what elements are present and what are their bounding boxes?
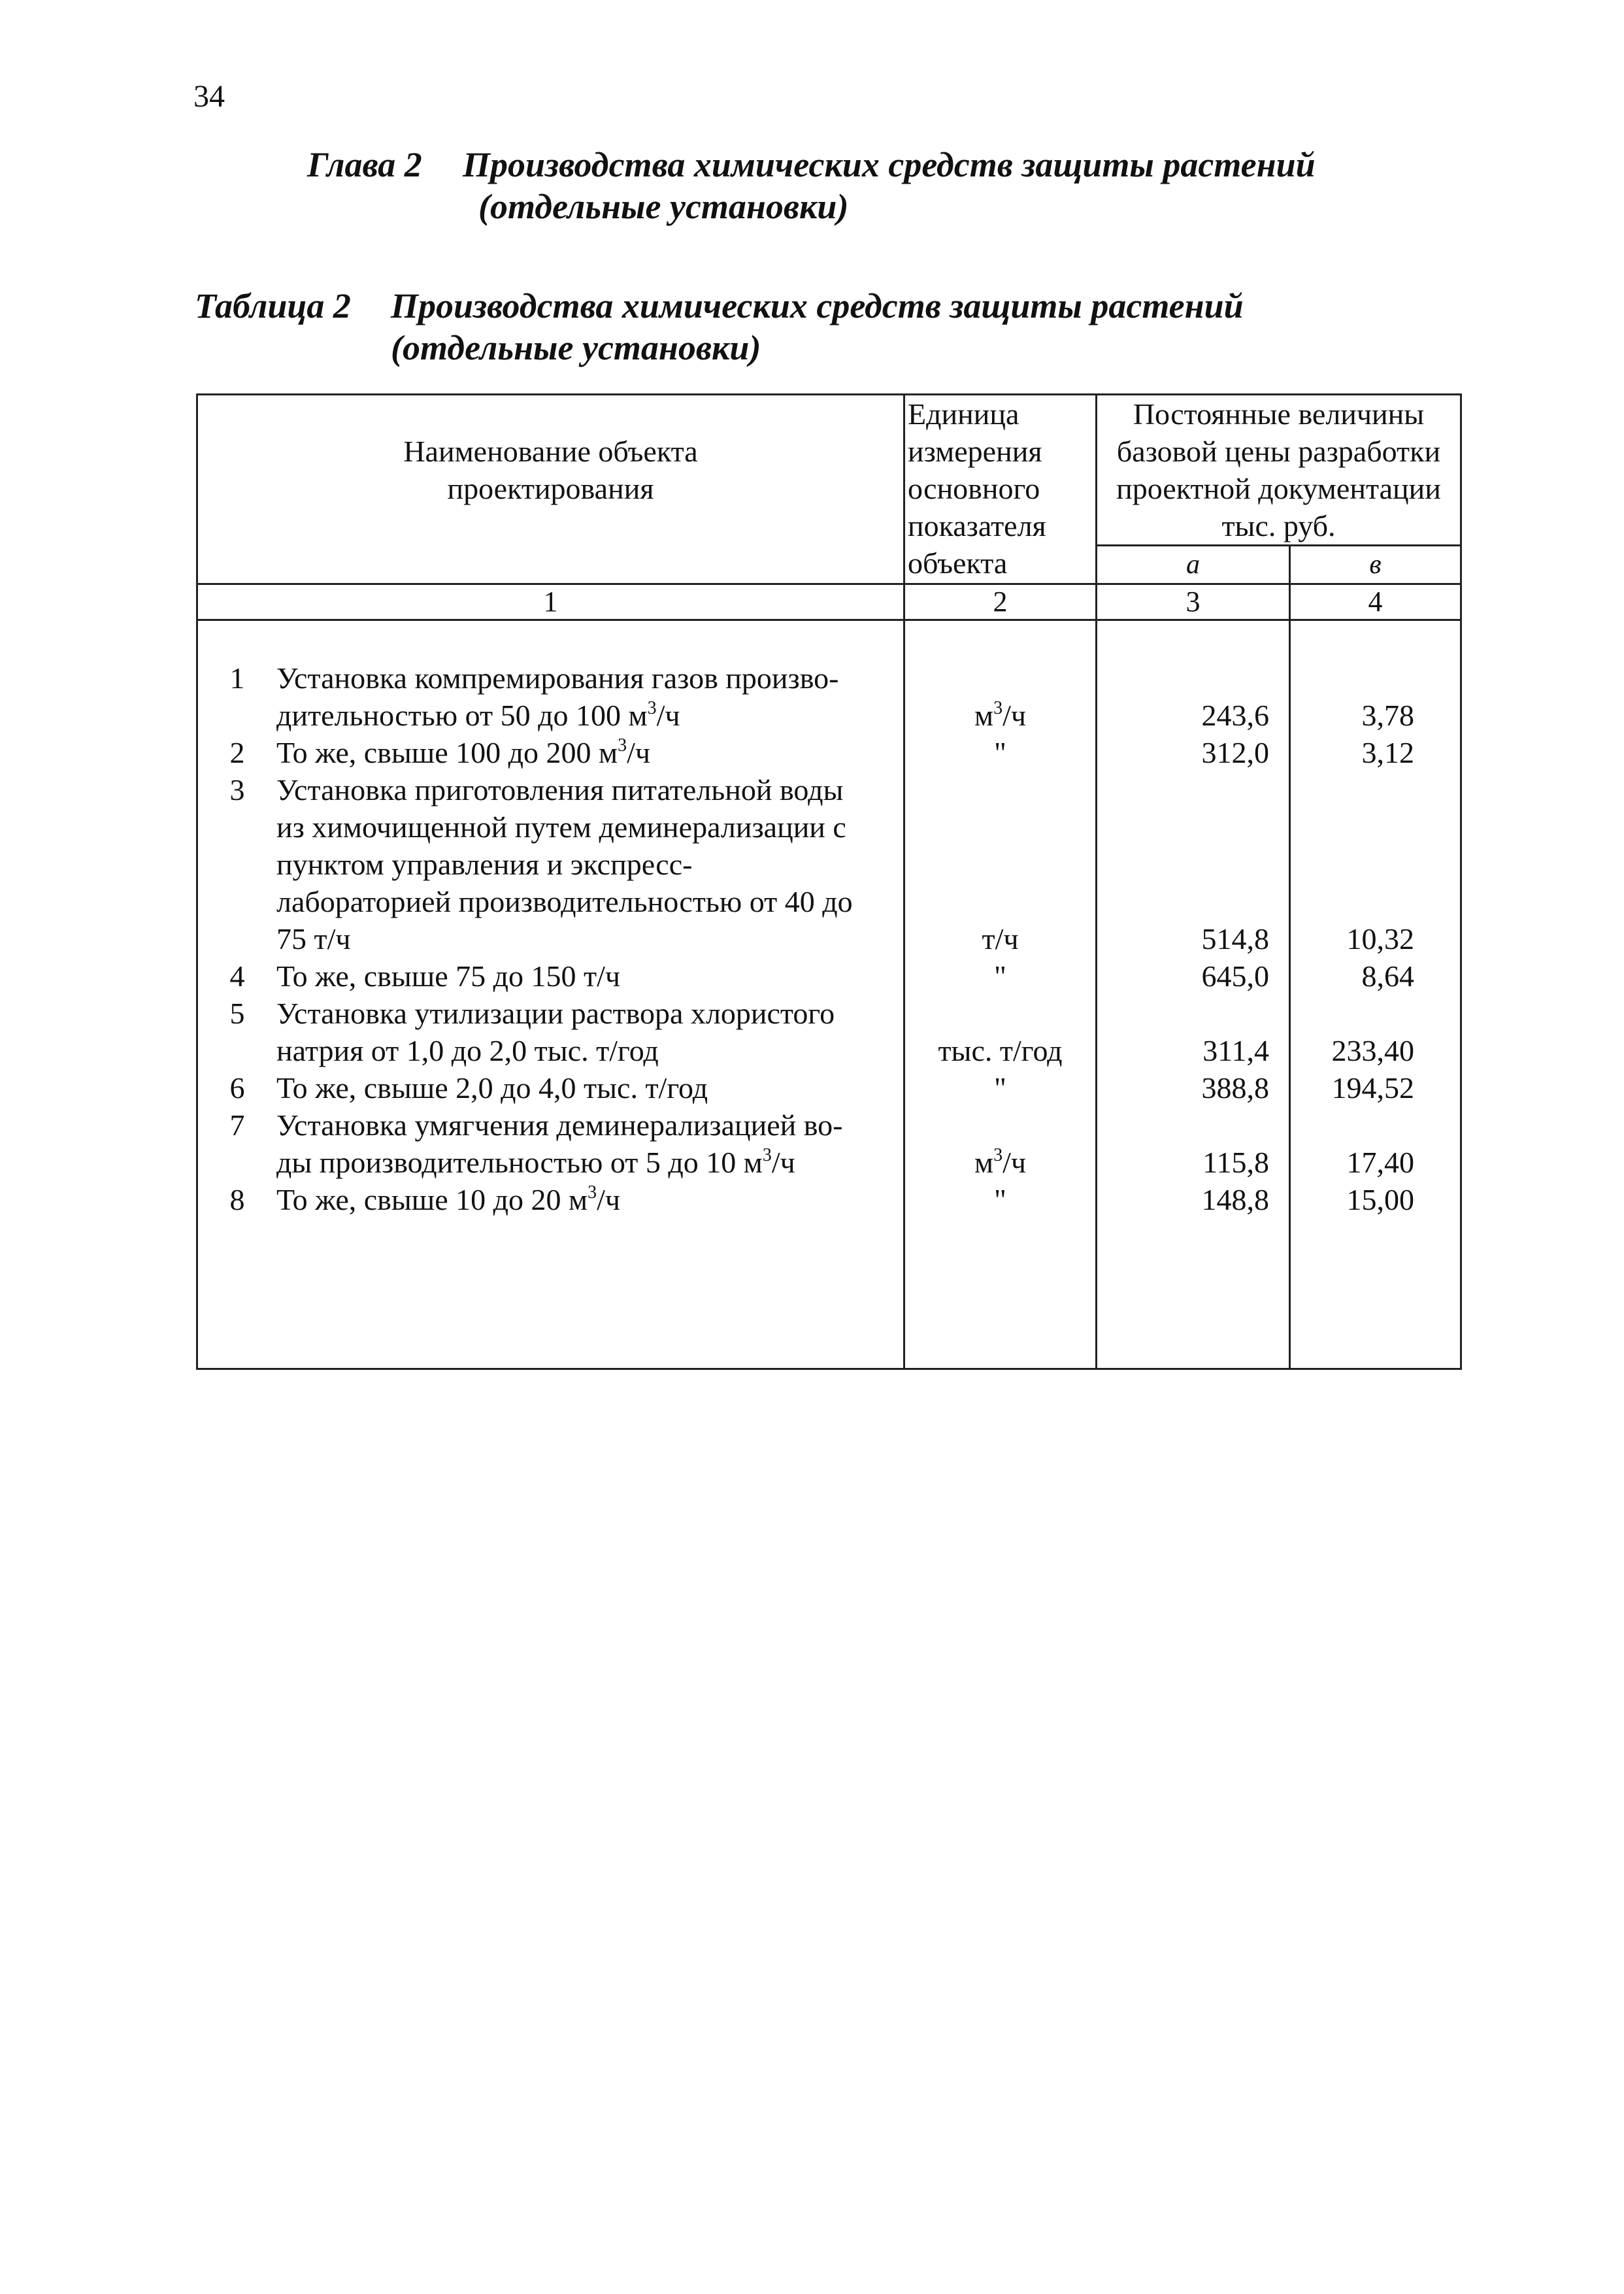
body-column-unit	[904, 620, 1097, 1369]
header-unit-line: измерения	[908, 435, 1042, 468]
row-unit: "	[994, 736, 1006, 769]
row-name-line: пунктом управления и экспресс-	[276, 848, 693, 881]
spacer	[1291, 995, 1460, 1033]
row-value-b: 8,64	[1361, 959, 1414, 993]
spacer	[905, 884, 1095, 921]
table-row	[198, 1070, 903, 1107]
spacer	[905, 809, 1095, 846]
row-name	[276, 735, 903, 772]
row-name	[276, 1182, 903, 1219]
row-number: 3	[229, 773, 245, 806]
row-unit: тыс. т/год	[938, 1034, 1063, 1067]
spacer	[1291, 772, 1460, 809]
row-value-b: 10,32	[1346, 922, 1414, 956]
header-unit	[904, 395, 1097, 584]
header-object-name	[197, 395, 904, 584]
price-table	[196, 393, 1462, 1370]
page-number: 34	[193, 79, 225, 114]
header-unit-line: объекта	[908, 546, 1008, 580]
row-name-line: лабораторией производительностью от 40 до	[276, 885, 853, 918]
row-name-line: из химочищенной путем деминерализации с	[276, 810, 846, 844]
header-unit-line: основного	[908, 472, 1040, 505]
header-constants-lines	[1097, 395, 1460, 544]
row-name-line: То же, свыше 75 до 150 т/ч	[276, 959, 621, 993]
row-name-line: ды производительностью от 5 до 10 $м^3/ч$	[276, 1145, 795, 1179]
row-unit: "	[994, 1071, 1006, 1105]
row-name-line: Установка компремирования газов произво-	[276, 661, 839, 695]
spacer	[1291, 809, 1460, 846]
row-name	[276, 995, 903, 1070]
row-value-a: 312,0	[1201, 736, 1269, 769]
row-value-a: 243,6	[1201, 699, 1269, 732]
column-number-1: 1	[197, 584, 904, 620]
row-value-a: 148,8	[1201, 1183, 1269, 1216]
row-number: 8	[229, 1183, 245, 1216]
spacer	[1097, 995, 1289, 1033]
row-name-line: 75 т/ч	[276, 922, 351, 956]
chapter-heading	[307, 144, 1316, 227]
table-label: Таблица 2	[195, 286, 351, 325]
body-column-a	[1097, 620, 1290, 1369]
row-name-line: То же, свыше 2,0 до 4,0 тыс. т/год	[276, 1071, 708, 1105]
table-row	[198, 958, 903, 995]
spacer	[905, 772, 1095, 809]
column-number-2: 2	[904, 584, 1097, 620]
column-number-3: 3	[1097, 584, 1290, 620]
table-row	[198, 772, 903, 958]
row-number: 5	[229, 997, 245, 1030]
row-unit: т/ч	[982, 922, 1019, 956]
row-name-line: натрия от 1,0 до 2,0 тыс. т/год	[276, 1034, 659, 1067]
header-constants-line: базовой цены разработки	[1116, 435, 1441, 468]
spacer	[1097, 846, 1289, 884]
row-number: 6	[229, 1071, 245, 1105]
table-row	[198, 995, 903, 1070]
row-name-line: Установка умягчения деминерализацией во-	[276, 1108, 843, 1142]
header-sub-a: а	[1097, 546, 1290, 584]
spacer	[1291, 660, 1460, 697]
table-row	[198, 660, 903, 735]
row-value-a: 388,8	[1201, 1071, 1269, 1105]
spacer	[905, 1107, 1095, 1144]
row-value-b: 15,00	[1346, 1183, 1414, 1216]
column-number-4: 4	[1290, 584, 1461, 620]
row-name	[276, 772, 903, 958]
table-row	[198, 735, 903, 772]
row-name-line: То же, свыше 100 до 200 $м^3/ч$	[276, 735, 651, 769]
row-number: 1	[229, 661, 245, 695]
table-title	[195, 285, 1244, 369]
table-row	[198, 1182, 903, 1219]
row-value-a: 514,8	[1201, 922, 1269, 956]
row-value-b: 3,12	[1361, 736, 1414, 769]
spacer	[905, 846, 1095, 884]
row-name	[276, 958, 903, 995]
spacer	[905, 660, 1095, 697]
header-object-name-text: Наименование объекта проектирования	[403, 434, 698, 505]
row-name-line: То же, свыше 10 до 20 $м^3/ч$	[276, 1182, 621, 1216]
row-value-b: 194,52	[1331, 1071, 1414, 1105]
row-value-b: 17,40	[1346, 1146, 1414, 1179]
row-name	[276, 1070, 903, 1107]
spacer	[1291, 884, 1460, 921]
chapter-title-line2: (отдельные установки)	[478, 187, 849, 226]
header-unit-line: Единица	[908, 397, 1019, 431]
spacer	[905, 995, 1095, 1033]
header-constants-line: Постоянные величины	[1133, 397, 1425, 431]
spacer	[1097, 1107, 1289, 1144]
row-unit: "	[994, 959, 1006, 993]
body-column-b	[1290, 620, 1461, 1369]
row-number: 7	[229, 1108, 245, 1142]
row-unit: "	[994, 1183, 1006, 1216]
chapter-title-line1: Производства химических средств защиты растений	[463, 145, 1316, 184]
spacer	[1097, 660, 1289, 697]
table-title-line1: Производства химических средств защиты растений	[391, 286, 1244, 325]
header-unit-lines	[908, 395, 1095, 582]
row-number: 4	[229, 959, 245, 993]
spacer	[1291, 846, 1460, 884]
row-name-line: Установка утилизации раствора хлористого	[276, 997, 835, 1030]
row-value-a: 311,4	[1202, 1034, 1269, 1067]
row-name-line: дительностью от 50 до 100 $м^3/ч$	[276, 698, 680, 732]
row-value-b: 233,40	[1331, 1034, 1414, 1067]
row-value-a: 645,0	[1201, 959, 1269, 993]
header-constants-line: проектной документации	[1116, 472, 1441, 505]
spacer	[1097, 772, 1289, 809]
table-title-line2: (отдельные установки)	[391, 328, 761, 367]
row-name	[276, 1107, 903, 1182]
header-unit-line: показателя	[908, 509, 1046, 542]
row-number: 2	[229, 736, 245, 769]
row-name	[276, 660, 903, 735]
chapter-label: Глава 2	[307, 145, 422, 184]
spacer	[1291, 1107, 1460, 1144]
spacer	[1097, 884, 1289, 921]
row-unit: $м^3/ч$	[974, 1145, 1027, 1179]
row-name-line: Установка приготовления питательной воды	[276, 773, 844, 806]
row-value-b: 3,78	[1361, 699, 1414, 732]
spacer	[1097, 809, 1289, 846]
row-unit: $м^3/ч$	[974, 698, 1027, 732]
table-row	[198, 1107, 903, 1182]
header-constants-line: тыс. руб.	[1221, 509, 1336, 542]
header-sub-b: в	[1290, 546, 1461, 584]
row-value-a: 115,8	[1202, 1146, 1269, 1179]
header-constants	[1097, 395, 1461, 546]
body-column-name	[197, 620, 904, 1369]
